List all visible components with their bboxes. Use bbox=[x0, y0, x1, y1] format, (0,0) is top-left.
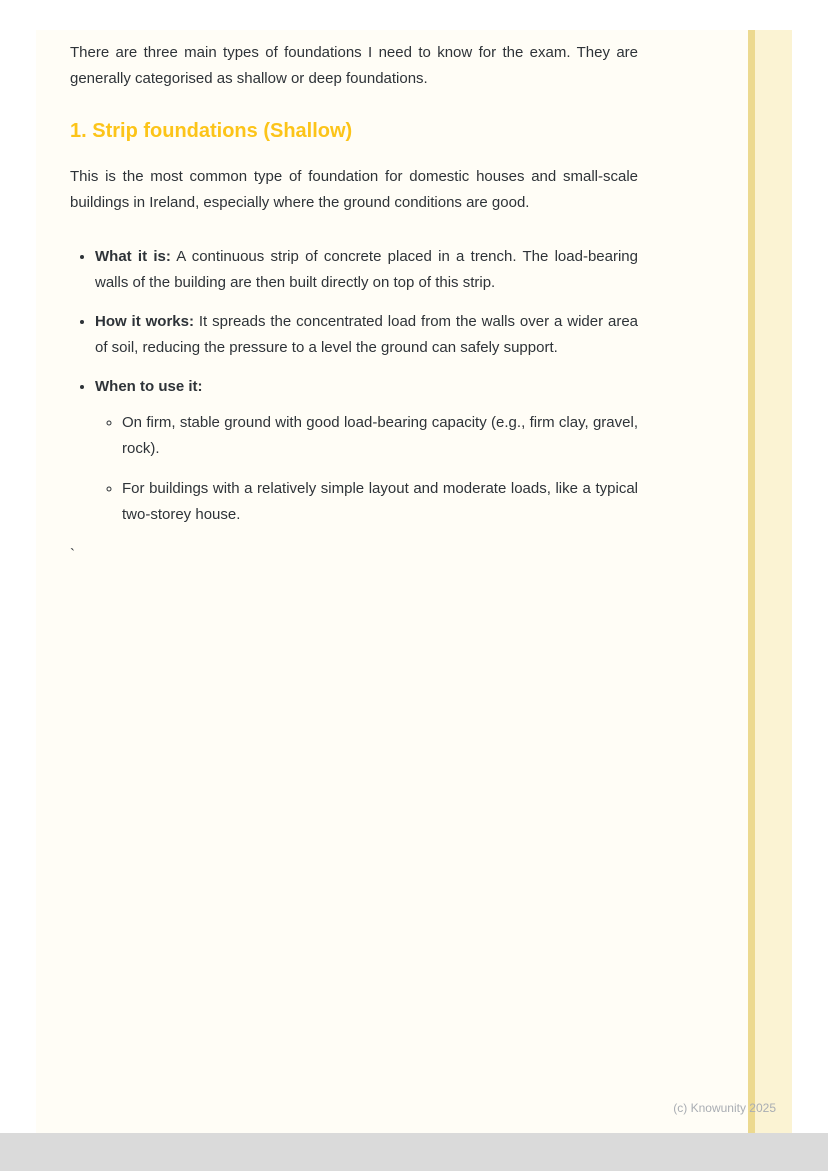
intro-paragraph: There are three main types of foundations I need to know for the exam. They are generally categorised as shallow or deep foundations. bbox=[70, 44, 638, 87]
bullet-bold-label: How it works: bbox=[95, 313, 194, 330]
document-page bbox=[36, 30, 792, 1133]
page-edge-stripe-band bbox=[755, 30, 792, 1133]
sub-list-item bbox=[122, 476, 638, 528]
stray-backtick-text: ` bbox=[70, 546, 75, 563]
bullet-text: A continuous strip of concrete placed in a trench. The load-bearing walls of the building are then built directly on top of this strip. bbox=[95, 248, 638, 291]
bullet-bold-label: What it is: bbox=[95, 248, 171, 265]
section-heading: 1. Strip foundations (Shallow) bbox=[70, 120, 353, 142]
page-content bbox=[70, 40, 638, 568]
section-paragraph: This is the most common type of foundation for domestic houses and small-scale buildings in Ireland, especially where the ground conditions are good. bbox=[70, 168, 638, 211]
page-edge-stripe-line bbox=[748, 30, 755, 1133]
sub-bullet-list bbox=[95, 410, 638, 528]
list-item-when-to-use bbox=[95, 374, 638, 528]
sub-bullet-text: On firm, stable ground with good load-bearing capacity (e.g., firm clay, gravel, rock). bbox=[122, 414, 638, 457]
bullet-text: It spreads the concentrated load from the walls over a wider area of soil, reducing the pressure to a level the ground can safely support. bbox=[95, 313, 639, 356]
bullet-bold-label: When to use it: bbox=[95, 378, 203, 395]
list-item-what-it-is bbox=[95, 244, 638, 296]
list-item-how-it-works bbox=[95, 309, 638, 361]
viewer-bottom-bar bbox=[0, 1133, 828, 1171]
sub-list-item bbox=[122, 410, 638, 462]
copyright-footer: (c) Knowunity 2025 bbox=[673, 1101, 776, 1115]
sub-bullet-text: For buildings with a relatively simple layout and moderate loads, like a typical two-storey house. bbox=[122, 480, 638, 523]
bullet-list bbox=[70, 244, 638, 528]
